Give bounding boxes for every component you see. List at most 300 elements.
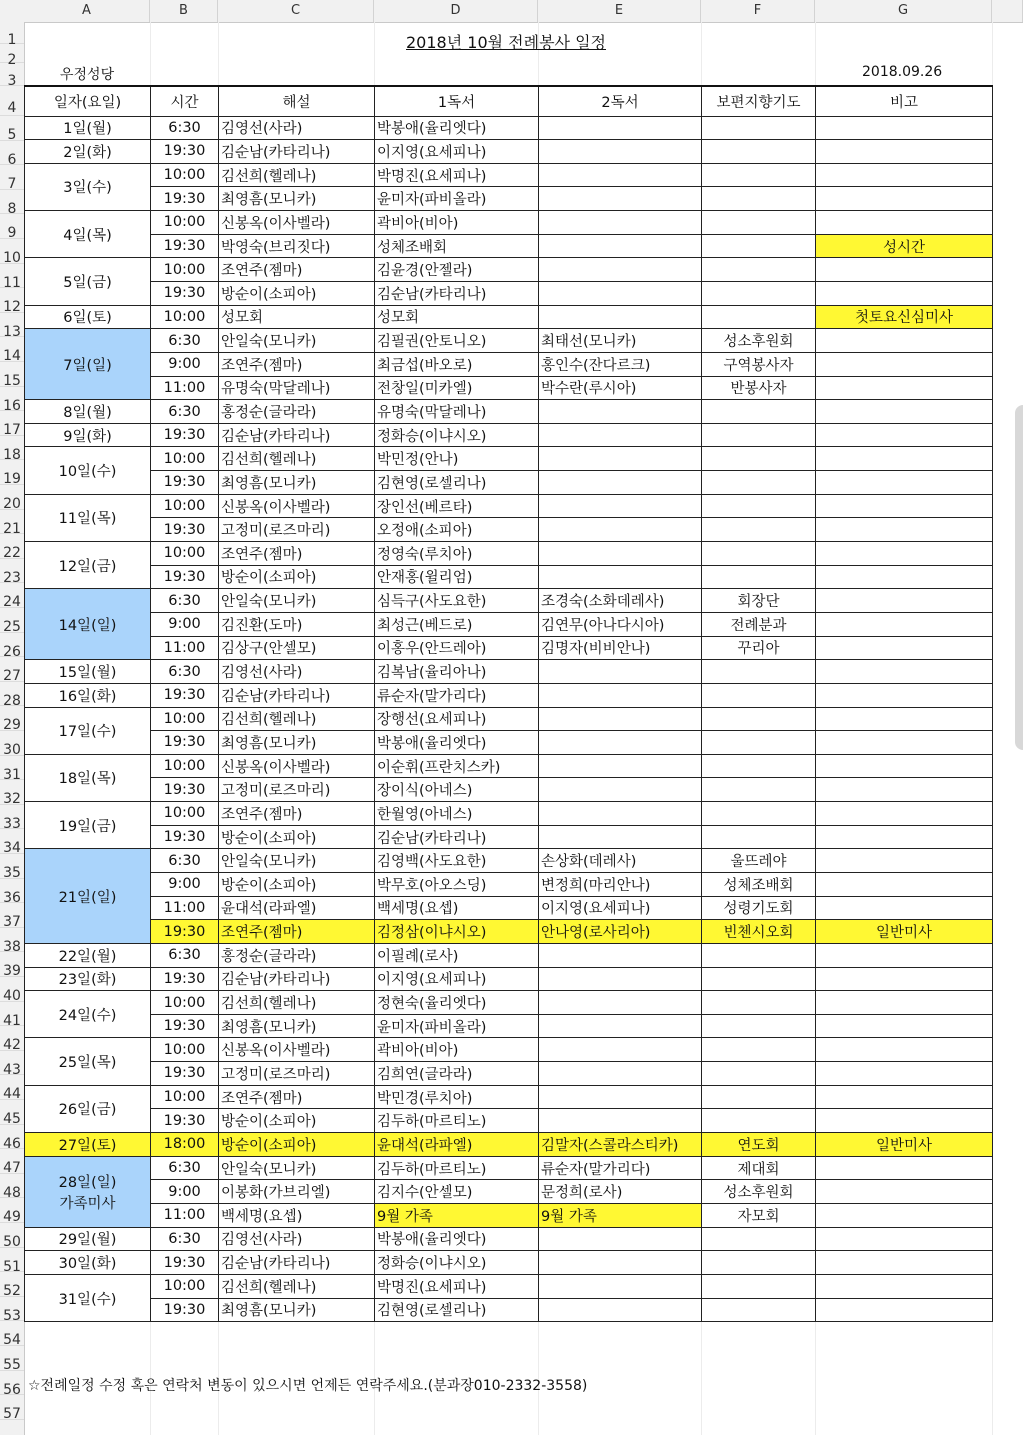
commentary-cell[interactable]: 김선희(헬레나) <box>219 447 375 471</box>
prayer-cell[interactable] <box>702 1109 816 1133</box>
commentary-cell[interactable]: 신봉옥(이사벨라) <box>219 211 375 235</box>
date-cell[interactable] <box>25 802 151 849</box>
reading2-cell[interactable] <box>539 518 702 542</box>
reading1-cell[interactable]: 전창일(미카엘) <box>375 376 539 400</box>
time-cell[interactable]: 10:00 <box>151 163 219 187</box>
reading2-cell[interactable] <box>539 140 702 164</box>
row-header[interactable]: 14 <box>0 337 24 362</box>
date-cell[interactable] <box>25 447 151 494</box>
reading2-cell[interactable] <box>539 1227 702 1251</box>
reading1-cell[interactable]: 김순남(카타리나) <box>375 825 539 849</box>
remarks-cell[interactable] <box>816 825 993 849</box>
date-cell[interactable] <box>25 305 151 329</box>
column-header-extra[interactable] <box>992 0 1023 22</box>
row-header[interactable]: 55 <box>0 1346 24 1371</box>
remarks-cell[interactable] <box>816 873 993 897</box>
reading1-cell[interactable]: 한월영(아네스) <box>375 802 539 826</box>
reading2-cell[interactable]: 홍인수(잔다르크) <box>539 352 702 376</box>
prayer-cell[interactable]: 성소후원회 <box>702 1180 816 1204</box>
remarks-cell[interactable] <box>816 471 993 495</box>
remarks-cell[interactable] <box>816 943 993 967</box>
reading1-cell[interactable]: 최금섭(바오로) <box>375 352 539 376</box>
time-cell[interactable]: 19:30 <box>151 234 219 258</box>
reading2-cell[interactable] <box>539 778 702 802</box>
reading2-cell[interactable] <box>539 991 702 1015</box>
date-cell[interactable] <box>25 1156 151 1227</box>
date-cell[interactable] <box>25 943 151 967</box>
prayer-cell[interactable] <box>702 683 816 707</box>
date-cell[interactable] <box>25 140 151 164</box>
time-cell[interactable]: 6:30 <box>151 329 219 353</box>
reading1-cell[interactable]: 김영백(사도요한) <box>375 849 539 873</box>
time-cell[interactable]: 10:00 <box>151 1085 219 1109</box>
commentary-cell[interactable]: 김상구(안셀모) <box>219 636 375 660</box>
commentary-cell[interactable]: 신봉옥(이사벨라) <box>219 494 375 518</box>
commentary-cell[interactable]: 최영흠(모니카) <box>219 471 375 495</box>
footer-note[interactable]: ☆전례일정 수정 혹은 연락처 변동이 있으시면 언제든 연락주세요.(분과장010-2332-3558) <box>28 1378 588 1394</box>
reading1-cell[interactable]: 성모회 <box>375 305 539 329</box>
prayer-cell[interactable]: 자모회 <box>702 1203 816 1227</box>
commentary-cell[interactable]: 홍정순(글라라) <box>219 943 375 967</box>
row-header[interactable]: 15 <box>0 362 24 387</box>
date-cell[interactable] <box>25 589 151 660</box>
date-cell[interactable] <box>25 400 151 424</box>
commentary-cell[interactable]: 박영숙(브리짓다) <box>219 234 375 258</box>
reading2-cell[interactable]: 최태선(모니카) <box>539 329 702 353</box>
row-header[interactable]: 11 <box>0 264 24 289</box>
reading1-cell[interactable]: 유명숙(막달레나) <box>375 400 539 424</box>
reading1-cell[interactable]: 윤대석(라파엘) <box>375 1133 539 1157</box>
time-cell[interactable]: 6:30 <box>151 116 219 140</box>
date-cell[interactable] <box>25 660 151 684</box>
remarks-cell[interactable] <box>816 140 993 164</box>
remarks-cell[interactable] <box>816 1156 993 1180</box>
time-cell[interactable]: 10:00 <box>151 211 219 235</box>
remarks-cell[interactable] <box>816 447 993 471</box>
remarks-cell[interactable]: 성시간 <box>816 234 993 258</box>
time-cell[interactable]: 18:00 <box>151 1133 219 1157</box>
date-cell[interactable] <box>25 991 151 1038</box>
header-remarks[interactable]: 비고 <box>816 86 993 116</box>
prayer-cell[interactable] <box>702 1227 816 1251</box>
prayer-cell[interactable] <box>702 163 816 187</box>
commentary-cell[interactable]: 윤대석(라파엘) <box>219 896 375 920</box>
commentary-cell[interactable]: 방순이(소피아) <box>219 873 375 897</box>
reading1-cell[interactable]: 김두하(마르티노) <box>375 1156 539 1180</box>
prayer-cell[interactable]: 구역봉사자 <box>702 352 816 376</box>
commentary-cell[interactable]: 김순남(카타리나) <box>219 423 375 447</box>
row-header[interactable]: 12 <box>0 288 24 313</box>
commentary-cell[interactable]: 방순이(소피아) <box>219 1109 375 1133</box>
row-header[interactable]: 57 <box>0 1395 24 1420</box>
reading2-cell[interactable] <box>539 1014 702 1038</box>
time-cell[interactable]: 19:30 <box>151 920 219 944</box>
prayer-cell[interactable]: 전례분과 <box>702 612 816 636</box>
remarks-cell[interactable] <box>816 778 993 802</box>
time-cell[interactable]: 9:00 <box>151 612 219 636</box>
commentary-cell[interactable]: 조연주(젬마) <box>219 1085 375 1109</box>
date-cell[interactable] <box>25 423 151 447</box>
reading1-cell[interactable]: 곽비아(비아) <box>375 211 539 235</box>
row-header[interactable]: 52 <box>0 1272 24 1297</box>
commentary-cell[interactable]: 김선희(헬레나) <box>219 1274 375 1298</box>
reading1-cell[interactable]: 박민경(루치아) <box>375 1085 539 1109</box>
prayer-cell[interactable] <box>702 258 816 282</box>
row-header[interactable]: 40 <box>0 977 24 1002</box>
row-header[interactable]: 33 <box>0 805 24 830</box>
reading1-cell[interactable]: 박명진(요세피나) <box>375 163 539 187</box>
remarks-cell[interactable] <box>816 352 993 376</box>
time-cell[interactable]: 11:00 <box>151 636 219 660</box>
commentary-cell[interactable]: 안일숙(모니카) <box>219 589 375 613</box>
prayer-cell[interactable] <box>702 565 816 589</box>
time-cell[interactable]: 11:00 <box>151 896 219 920</box>
row-header[interactable]: 49 <box>0 1198 24 1223</box>
prayer-cell[interactable] <box>702 140 816 164</box>
reading1-cell[interactable]: 이순휘(프란치스카) <box>375 754 539 778</box>
row-header[interactable]: 47 <box>0 1149 24 1174</box>
reading1-cell[interactable]: 윤미자(파비올라) <box>375 187 539 211</box>
remarks-cell[interactable] <box>816 1203 993 1227</box>
prayer-cell[interactable] <box>702 1038 816 1062</box>
date-cell[interactable] <box>25 494 151 541</box>
reading2-cell[interactable] <box>539 660 702 684</box>
commentary-cell[interactable]: 김선희(헬레나) <box>219 991 375 1015</box>
remarks-cell[interactable] <box>816 683 993 707</box>
row-header[interactable]: 5 <box>0 116 24 141</box>
date-cell[interactable] <box>25 163 151 210</box>
reading2-cell[interactable]: 변정희(마리안나) <box>539 873 702 897</box>
commentary-cell[interactable]: 고정미(로즈마리) <box>219 778 375 802</box>
commentary-cell[interactable]: 최영흠(모니카) <box>219 731 375 755</box>
header-reading2[interactable]: 2독서 <box>539 86 702 116</box>
reading1-cell[interactable]: 장이식(아네스) <box>375 778 539 802</box>
reading1-cell[interactable]: 9월 가족 <box>375 1203 539 1227</box>
reading2-cell[interactable] <box>539 1298 702 1322</box>
time-cell[interactable]: 19:30 <box>151 423 219 447</box>
commentary-cell[interactable]: 김순남(카타리나) <box>219 683 375 707</box>
reading1-cell[interactable]: 안재홍(윌리엄) <box>375 565 539 589</box>
prayer-cell[interactable] <box>702 660 816 684</box>
reading2-cell[interactable] <box>539 211 702 235</box>
reading1-cell[interactable]: 김정삼(이냐시오) <box>375 920 539 944</box>
commentary-cell[interactable]: 김영선(사라) <box>219 660 375 684</box>
date-cell[interactable] <box>25 258 151 305</box>
commentary-cell[interactable]: 방순이(소피아) <box>219 281 375 305</box>
time-cell[interactable]: 19:30 <box>151 825 219 849</box>
row-header[interactable]: 51 <box>0 1248 24 1273</box>
prayer-cell[interactable] <box>702 494 816 518</box>
prayer-cell[interactable] <box>702 187 816 211</box>
prayer-cell[interactable] <box>702 281 816 305</box>
commentary-cell[interactable]: 김진환(도마) <box>219 612 375 636</box>
remarks-cell[interactable] <box>816 849 993 873</box>
row-header[interactable]: 45 <box>0 1100 24 1125</box>
row-header[interactable]: 32 <box>0 780 24 805</box>
reading2-cell[interactable] <box>539 825 702 849</box>
reading2-cell[interactable]: 9월 가족 <box>539 1203 702 1227</box>
reading1-cell[interactable]: 김희연(글라라) <box>375 1062 539 1086</box>
date-cell[interactable] <box>25 849 151 944</box>
remarks-cell[interactable] <box>816 376 993 400</box>
reading1-cell[interactable]: 이지영(요세피나) <box>375 140 539 164</box>
time-cell[interactable]: 10:00 <box>151 802 219 826</box>
reading1-cell[interactable]: 박민정(안나) <box>375 447 539 471</box>
row-header[interactable]: 4 <box>0 86 24 116</box>
remarks-cell[interactable] <box>816 1180 993 1204</box>
time-cell[interactable]: 10:00 <box>151 754 219 778</box>
remarks-cell[interactable] <box>816 542 993 566</box>
time-cell[interactable]: 6:30 <box>151 849 219 873</box>
prayer-cell[interactable]: 반봉사자 <box>702 376 816 400</box>
commentary-cell[interactable]: 김선희(헬레나) <box>219 707 375 731</box>
reading1-cell[interactable]: 김복남(율리아나) <box>375 660 539 684</box>
reading2-cell[interactable] <box>539 234 702 258</box>
row-header[interactable]: 10 <box>0 239 24 264</box>
row-header[interactable]: 35 <box>0 854 24 879</box>
reading1-cell[interactable]: 김순남(카타리나) <box>375 281 539 305</box>
commentary-cell[interactable]: 백세명(요셉) <box>219 1203 375 1227</box>
row-header[interactable]: 37 <box>0 903 24 928</box>
column-header-c[interactable]: C <box>218 0 374 22</box>
remarks-cell[interactable] <box>816 211 993 235</box>
remarks-cell[interactable] <box>816 1274 993 1298</box>
reading2-cell[interactable] <box>539 400 702 424</box>
remarks-cell[interactable] <box>816 281 993 305</box>
commentary-cell[interactable]: 최영흠(모니카) <box>219 1014 375 1038</box>
remarks-cell[interactable] <box>816 991 993 1015</box>
remarks-cell[interactable] <box>816 518 993 542</box>
remarks-cell[interactable] <box>816 494 993 518</box>
row-header[interactable]: 56 <box>0 1371 24 1396</box>
date-cell[interactable] <box>25 1133 151 1157</box>
reading1-cell[interactable]: 박봉애(율리엣다) <box>375 116 539 140</box>
commentary-cell[interactable]: 최영흠(모니카) <box>219 187 375 211</box>
remarks-cell[interactable] <box>816 967 993 991</box>
column-header-f[interactable]: F <box>701 0 815 22</box>
reading1-cell[interactable]: 오정애(소피아) <box>375 518 539 542</box>
reading1-cell[interactable]: 이필례(로사) <box>375 943 539 967</box>
time-cell[interactable]: 19:30 <box>151 1062 219 1086</box>
column-header-e[interactable]: E <box>538 0 701 22</box>
column-header-d[interactable]: D <box>374 0 538 22</box>
reading2-cell[interactable]: 김연무(아나다시아) <box>539 612 702 636</box>
prayer-cell[interactable] <box>702 731 816 755</box>
reading2-cell[interactable]: 류순자(말가리다) <box>539 1156 702 1180</box>
row-header[interactable]: 28 <box>0 682 24 707</box>
prayer-cell[interactable] <box>702 1274 816 1298</box>
commentary-cell[interactable]: 고정미(로즈마리) <box>219 1062 375 1086</box>
time-cell[interactable]: 6:30 <box>151 943 219 967</box>
time-cell[interactable]: 10:00 <box>151 991 219 1015</box>
time-cell[interactable]: 19:30 <box>151 1298 219 1322</box>
time-cell[interactable]: 19:30 <box>151 471 219 495</box>
reading1-cell[interactable]: 박봉애(율리엣다) <box>375 1227 539 1251</box>
reading2-cell[interactable] <box>539 731 702 755</box>
row-header[interactable]: 22 <box>0 534 24 559</box>
time-cell[interactable]: 19:30 <box>151 281 219 305</box>
reading2-cell[interactable] <box>539 1109 702 1133</box>
date-cell[interactable] <box>25 1085 151 1132</box>
reading2-cell[interactable] <box>539 447 702 471</box>
row-header[interactable]: 43 <box>0 1051 24 1076</box>
reading2-cell[interactable]: 손상화(데레사) <box>539 849 702 873</box>
remarks-cell[interactable] <box>816 802 993 826</box>
commentary-cell[interactable]: 김영선(사라) <box>219 1227 375 1251</box>
reading2-cell[interactable] <box>539 187 702 211</box>
reading1-cell[interactable]: 정현숙(율리엣다) <box>375 991 539 1015</box>
remarks-cell[interactable] <box>816 329 993 353</box>
reading2-cell[interactable] <box>539 1251 702 1275</box>
row-header[interactable]: 1 <box>0 22 24 44</box>
prayer-cell[interactable] <box>702 1062 816 1086</box>
commentary-cell[interactable]: 유명숙(막달레나) <box>219 376 375 400</box>
time-cell[interactable]: 19:30 <box>151 1251 219 1275</box>
commentary-cell[interactable]: 최영흠(모니카) <box>219 1298 375 1322</box>
reading2-cell[interactable] <box>539 258 702 282</box>
remarks-cell[interactable] <box>816 707 993 731</box>
date-cell[interactable] <box>25 211 151 258</box>
row-header[interactable]: 19 <box>0 460 24 485</box>
prayer-cell[interactable] <box>702 991 816 1015</box>
row-header[interactable]: 36 <box>0 879 24 904</box>
reading2-cell[interactable] <box>539 163 702 187</box>
remarks-cell[interactable] <box>816 565 993 589</box>
time-cell[interactable]: 10:00 <box>151 1038 219 1062</box>
date-cell[interactable] <box>25 116 151 140</box>
remarks-cell[interactable]: 첫토요신심미사 <box>816 305 993 329</box>
reading1-cell[interactable]: 장행선(요세피나) <box>375 707 539 731</box>
prayer-cell[interactable] <box>702 423 816 447</box>
date-cell[interactable] <box>25 1038 151 1085</box>
header-date[interactable]: 일자(요일) <box>25 86 151 116</box>
commentary-cell[interactable]: 방순이(소피아) <box>219 1133 375 1157</box>
row-header[interactable]: 9 <box>0 214 24 239</box>
row-header[interactable]: 54 <box>0 1321 24 1346</box>
reading2-cell[interactable] <box>539 542 702 566</box>
time-cell[interactable]: 19:30 <box>151 731 219 755</box>
reading1-cell[interactable]: 정영숙(루치아) <box>375 542 539 566</box>
remarks-cell[interactable]: 일반미사 <box>816 920 993 944</box>
row-header[interactable]: 39 <box>0 952 24 977</box>
row-header[interactable]: 53 <box>0 1297 24 1322</box>
row-header[interactable]: 18 <box>0 436 24 461</box>
time-cell[interactable]: 19:30 <box>151 683 219 707</box>
time-cell[interactable]: 9:00 <box>151 352 219 376</box>
reading1-cell[interactable]: 성체조배회 <box>375 234 539 258</box>
commentary-cell[interactable]: 김순남(카타리나) <box>219 140 375 164</box>
row-header[interactable]: 13 <box>0 313 24 338</box>
scroll-handle[interactable] <box>1015 405 1023 750</box>
reading2-cell[interactable]: 조경숙(소화데레사) <box>539 589 702 613</box>
row-header[interactable]: 25 <box>0 608 24 633</box>
reading2-cell[interactable] <box>539 423 702 447</box>
reading2-cell[interactable] <box>539 116 702 140</box>
commentary-cell[interactable]: 안일숙(모니카) <box>219 1156 375 1180</box>
remarks-cell[interactable] <box>816 1251 993 1275</box>
reading1-cell[interactable]: 김지수(안셀모) <box>375 1180 539 1204</box>
commentary-cell[interactable]: 홍정순(글라라) <box>219 400 375 424</box>
reading1-cell[interactable]: 김두하(마르티노) <box>375 1109 539 1133</box>
reading2-cell[interactable] <box>539 1038 702 1062</box>
row-header[interactable]: 21 <box>0 510 24 535</box>
row-header[interactable]: 6 <box>0 141 24 166</box>
header-commentary[interactable]: 해설 <box>219 86 375 116</box>
commentary-cell[interactable]: 고정미(로즈마리) <box>219 518 375 542</box>
reading1-cell[interactable]: 정화승(이냐시오) <box>375 1251 539 1275</box>
remarks-cell[interactable] <box>816 612 993 636</box>
column-header-g[interactable]: G <box>815 0 992 22</box>
commentary-cell[interactable]: 조연주(젬마) <box>219 258 375 282</box>
remarks-cell[interactable] <box>816 1298 993 1322</box>
commentary-cell[interactable]: 이봉화(가브리엘) <box>219 1180 375 1204</box>
commentary-cell[interactable]: 방순이(소피아) <box>219 565 375 589</box>
row-header[interactable]: 16 <box>0 387 24 412</box>
remarks-cell[interactable]: 일반미사 <box>816 1133 993 1157</box>
commentary-cell[interactable]: 방순이(소피아) <box>219 825 375 849</box>
row-header[interactable]: 31 <box>0 756 24 781</box>
prayer-cell[interactable] <box>702 1085 816 1109</box>
date-cell[interactable] <box>25 1251 151 1275</box>
time-cell[interactable]: 11:00 <box>151 376 219 400</box>
commentary-cell[interactable]: 김영선(사라) <box>219 116 375 140</box>
remarks-cell[interactable] <box>816 1085 993 1109</box>
remarks-cell[interactable] <box>816 660 993 684</box>
time-cell[interactable]: 10:00 <box>151 1274 219 1298</box>
reading1-cell[interactable]: 이지영(요세피나) <box>375 967 539 991</box>
row-header[interactable]: 34 <box>0 829 24 854</box>
row-header[interactable]: 44 <box>0 1075 24 1100</box>
time-cell[interactable]: 10:00 <box>151 447 219 471</box>
time-cell[interactable]: 19:30 <box>151 565 219 589</box>
issue-date[interactable]: 2018.09.26 <box>862 64 943 80</box>
reading1-cell[interactable]: 김현영(로셀리나) <box>375 1298 539 1322</box>
row-header[interactable]: 38 <box>0 928 24 953</box>
commentary-cell[interactable]: 김순남(카타리나) <box>219 1251 375 1275</box>
row-header[interactable]: 41 <box>0 1002 24 1027</box>
reading2-cell[interactable] <box>539 683 702 707</box>
commentary-cell[interactable]: 조연주(젬마) <box>219 920 375 944</box>
header-time[interactable]: 시간 <box>151 86 219 116</box>
reading1-cell[interactable]: 박명진(요세피나) <box>375 1274 539 1298</box>
prayer-cell[interactable] <box>702 116 816 140</box>
row-header[interactable]: 2 <box>0 44 24 63</box>
time-cell[interactable]: 19:30 <box>151 187 219 211</box>
prayer-cell[interactable]: 꾸리아 <box>702 636 816 660</box>
row-header[interactable]: 24 <box>0 583 24 608</box>
reading1-cell[interactable]: 정화승(이냐시오) <box>375 423 539 447</box>
commentary-cell[interactable]: 성모회 <box>219 305 375 329</box>
time-cell[interactable]: 19:30 <box>151 778 219 802</box>
reading2-cell[interactable]: 박수란(루시아) <box>539 376 702 400</box>
remarks-cell[interactable] <box>816 1014 993 1038</box>
reading2-cell[interactable] <box>539 943 702 967</box>
prayer-cell[interactable] <box>702 1014 816 1038</box>
reading1-cell[interactable]: 심득구(사도요한) <box>375 589 539 613</box>
prayer-cell[interactable] <box>702 211 816 235</box>
sheet-title[interactable]: 2018년 10월 전례봉사 일정 <box>406 33 606 52</box>
reading1-cell[interactable]: 박무호(아오스딩) <box>375 873 539 897</box>
remarks-cell[interactable] <box>816 258 993 282</box>
time-cell[interactable]: 6:30 <box>151 1156 219 1180</box>
reading1-cell[interactable]: 곽비아(비아) <box>375 1038 539 1062</box>
parish-name[interactable]: 우정성당 <box>60 67 115 83</box>
reading2-cell[interactable] <box>539 754 702 778</box>
header-prayer[interactable]: 보편지향기도 <box>702 86 816 116</box>
time-cell[interactable]: 19:30 <box>151 140 219 164</box>
row-header[interactable]: 50 <box>0 1223 24 1248</box>
commentary-cell[interactable]: 안일숙(모니카) <box>219 329 375 353</box>
